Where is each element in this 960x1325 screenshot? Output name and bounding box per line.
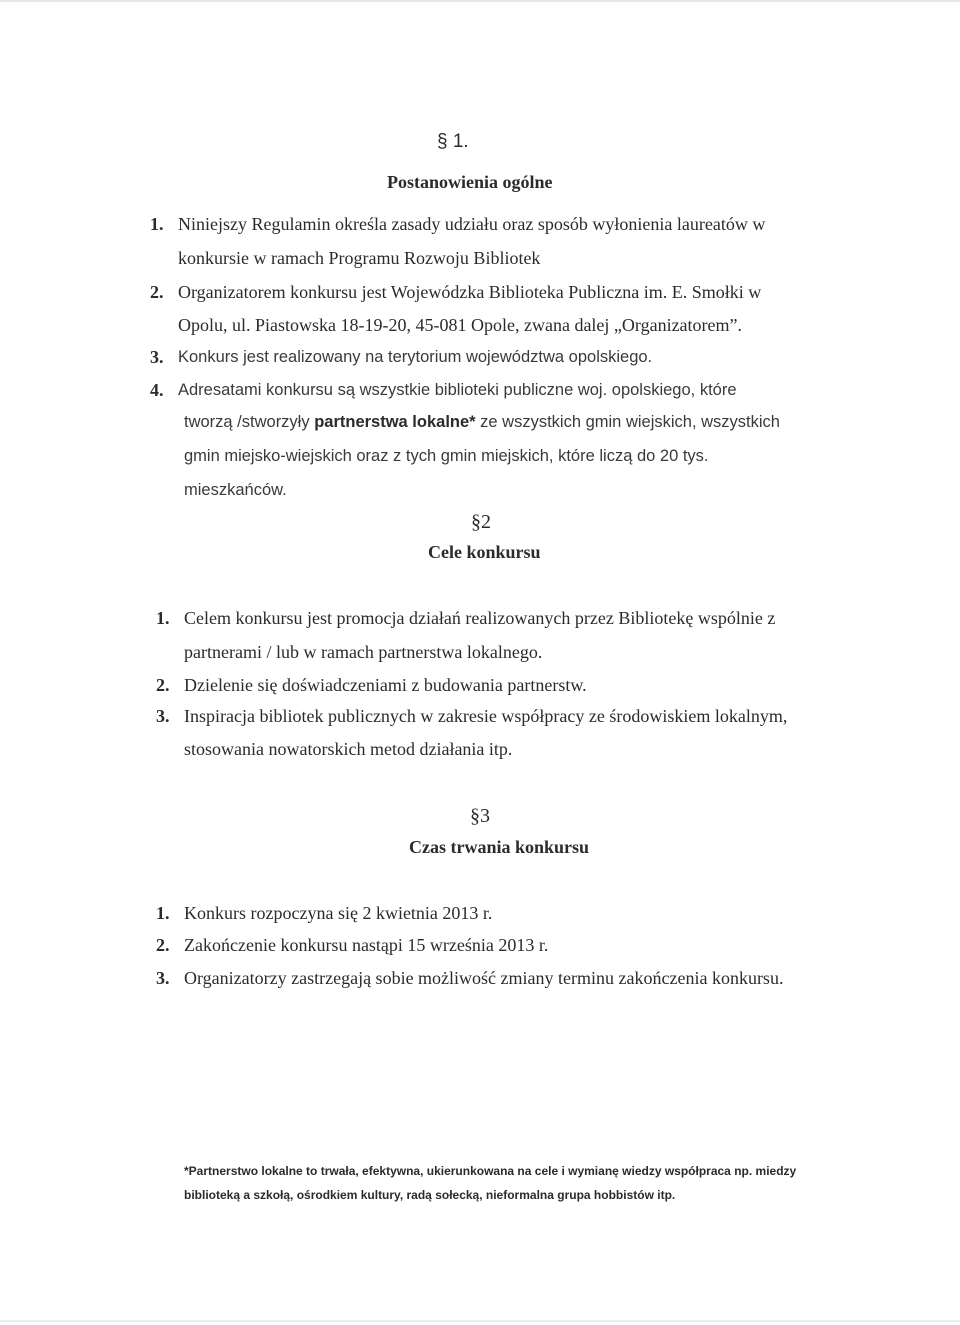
item-line: Adresatami konkursu są wszystkie biblioteki publiczne woj. opolskiego, które bbox=[178, 381, 737, 399]
section-number: 1. bbox=[452, 131, 469, 152]
item-number: 1. bbox=[150, 214, 164, 234]
item-line: Zakończenie konkursu nastąpi 15 września 2013 r. bbox=[184, 935, 549, 955]
scan-bottom-edge bbox=[0, 1320, 960, 1322]
item-line: Dzielenie się doświadczeniami z budowania partnerstw. bbox=[184, 675, 587, 695]
section-1-number bbox=[437, 131, 469, 153]
section-3-title: Czas trwania konkursu bbox=[409, 837, 590, 857]
item-line: partnerami / lub w ramach partnerstwa lokalnego. bbox=[184, 642, 543, 662]
section-number: 2 bbox=[481, 511, 491, 533]
item-line: Konkurs rozpoczyna się 2 kwietnia 2013 r. bbox=[184, 903, 493, 923]
item-line: konkursie w ramach Programu Rozwoju Bibliotek bbox=[178, 248, 541, 268]
item-number: 4. bbox=[150, 380, 164, 400]
section-symbol: § bbox=[470, 805, 480, 827]
item-number: 2. bbox=[150, 282, 164, 302]
item-number: 1. bbox=[156, 608, 170, 628]
item-line: Opolu, ul. Piastowska 18-19-20, 45-081 Opole, zwana dalej „Organizatorem”. bbox=[178, 315, 743, 335]
section-symbol: § bbox=[437, 131, 448, 152]
item-line: Konkurs jest realizowany na terytorium województwa opolskiego. bbox=[178, 348, 653, 366]
section-symbol: § bbox=[471, 511, 481, 533]
footnote-line: *Partnerstwo lokalne to trwała, efektywna, ukierunkowana na cele i wymianę wiedzy współpraca np. miedzy bbox=[184, 1164, 797, 1178]
item-line: Niniejszy Regulamin określa zasady udziału oraz sposób wyłonienia laureatów w bbox=[178, 214, 766, 234]
item-line: Inspiracja bibliotek publicznych w zakresie współpracy ze środowiskiem lokalnym, bbox=[184, 706, 788, 726]
item-number: 3. bbox=[150, 347, 164, 367]
item-text-bold: partnerstwa lokalne* bbox=[314, 413, 476, 431]
list-item bbox=[150, 380, 164, 401]
list-item bbox=[150, 282, 164, 303]
list-item bbox=[156, 608, 170, 629]
list-item bbox=[150, 214, 164, 235]
list-item bbox=[156, 706, 170, 727]
list-item bbox=[156, 968, 170, 989]
item-number: 1. bbox=[156, 903, 170, 923]
item-line: gmin miejsko-wiejskich oraz z tych gmin miejskich, które liczą do 20 tys. bbox=[184, 447, 709, 465]
item-line: Celem konkursu jest promocja działań realizowanych przez Bibliotekę wspólnie z bbox=[184, 608, 776, 628]
section-2-title: Cele konkursu bbox=[428, 542, 541, 562]
item-line: Organizatorzy zastrzegają sobie możliwość zmiany terminu zakończenia konkursu. bbox=[184, 968, 784, 988]
item-number: 3. bbox=[156, 968, 170, 988]
item-line bbox=[184, 413, 780, 432]
footnote-line: biblioteką a szkołą, ośrodkiem kultury, radą sołecką, nieformalna grupa hobbistów itp. bbox=[184, 1188, 676, 1202]
item-number: 2. bbox=[156, 675, 170, 695]
item-number: 2. bbox=[156, 935, 170, 955]
item-text: ze wszystkich gmin wiejskich, wszystkich bbox=[475, 413, 780, 431]
item-line: Organizatorem konkursu jest Wojewódzka Biblioteka Publiczna im. E. Smołki w bbox=[178, 282, 762, 302]
section-3-number bbox=[470, 805, 490, 828]
list-item bbox=[150, 347, 164, 368]
item-line: mieszkańców. bbox=[184, 481, 287, 499]
item-number: 3. bbox=[156, 706, 170, 726]
item-text: tworzą /stworzyły bbox=[184, 413, 315, 431]
scan-top-edge bbox=[0, 0, 960, 2]
section-number: 3 bbox=[480, 805, 490, 827]
list-item bbox=[156, 903, 170, 924]
section-1-title: Postanowienia ogólne bbox=[387, 172, 553, 192]
list-item bbox=[156, 935, 170, 956]
item-line: stosowania nowatorskich metod działania itp. bbox=[184, 739, 513, 759]
section-2-number bbox=[471, 511, 491, 534]
list-item bbox=[156, 675, 170, 696]
